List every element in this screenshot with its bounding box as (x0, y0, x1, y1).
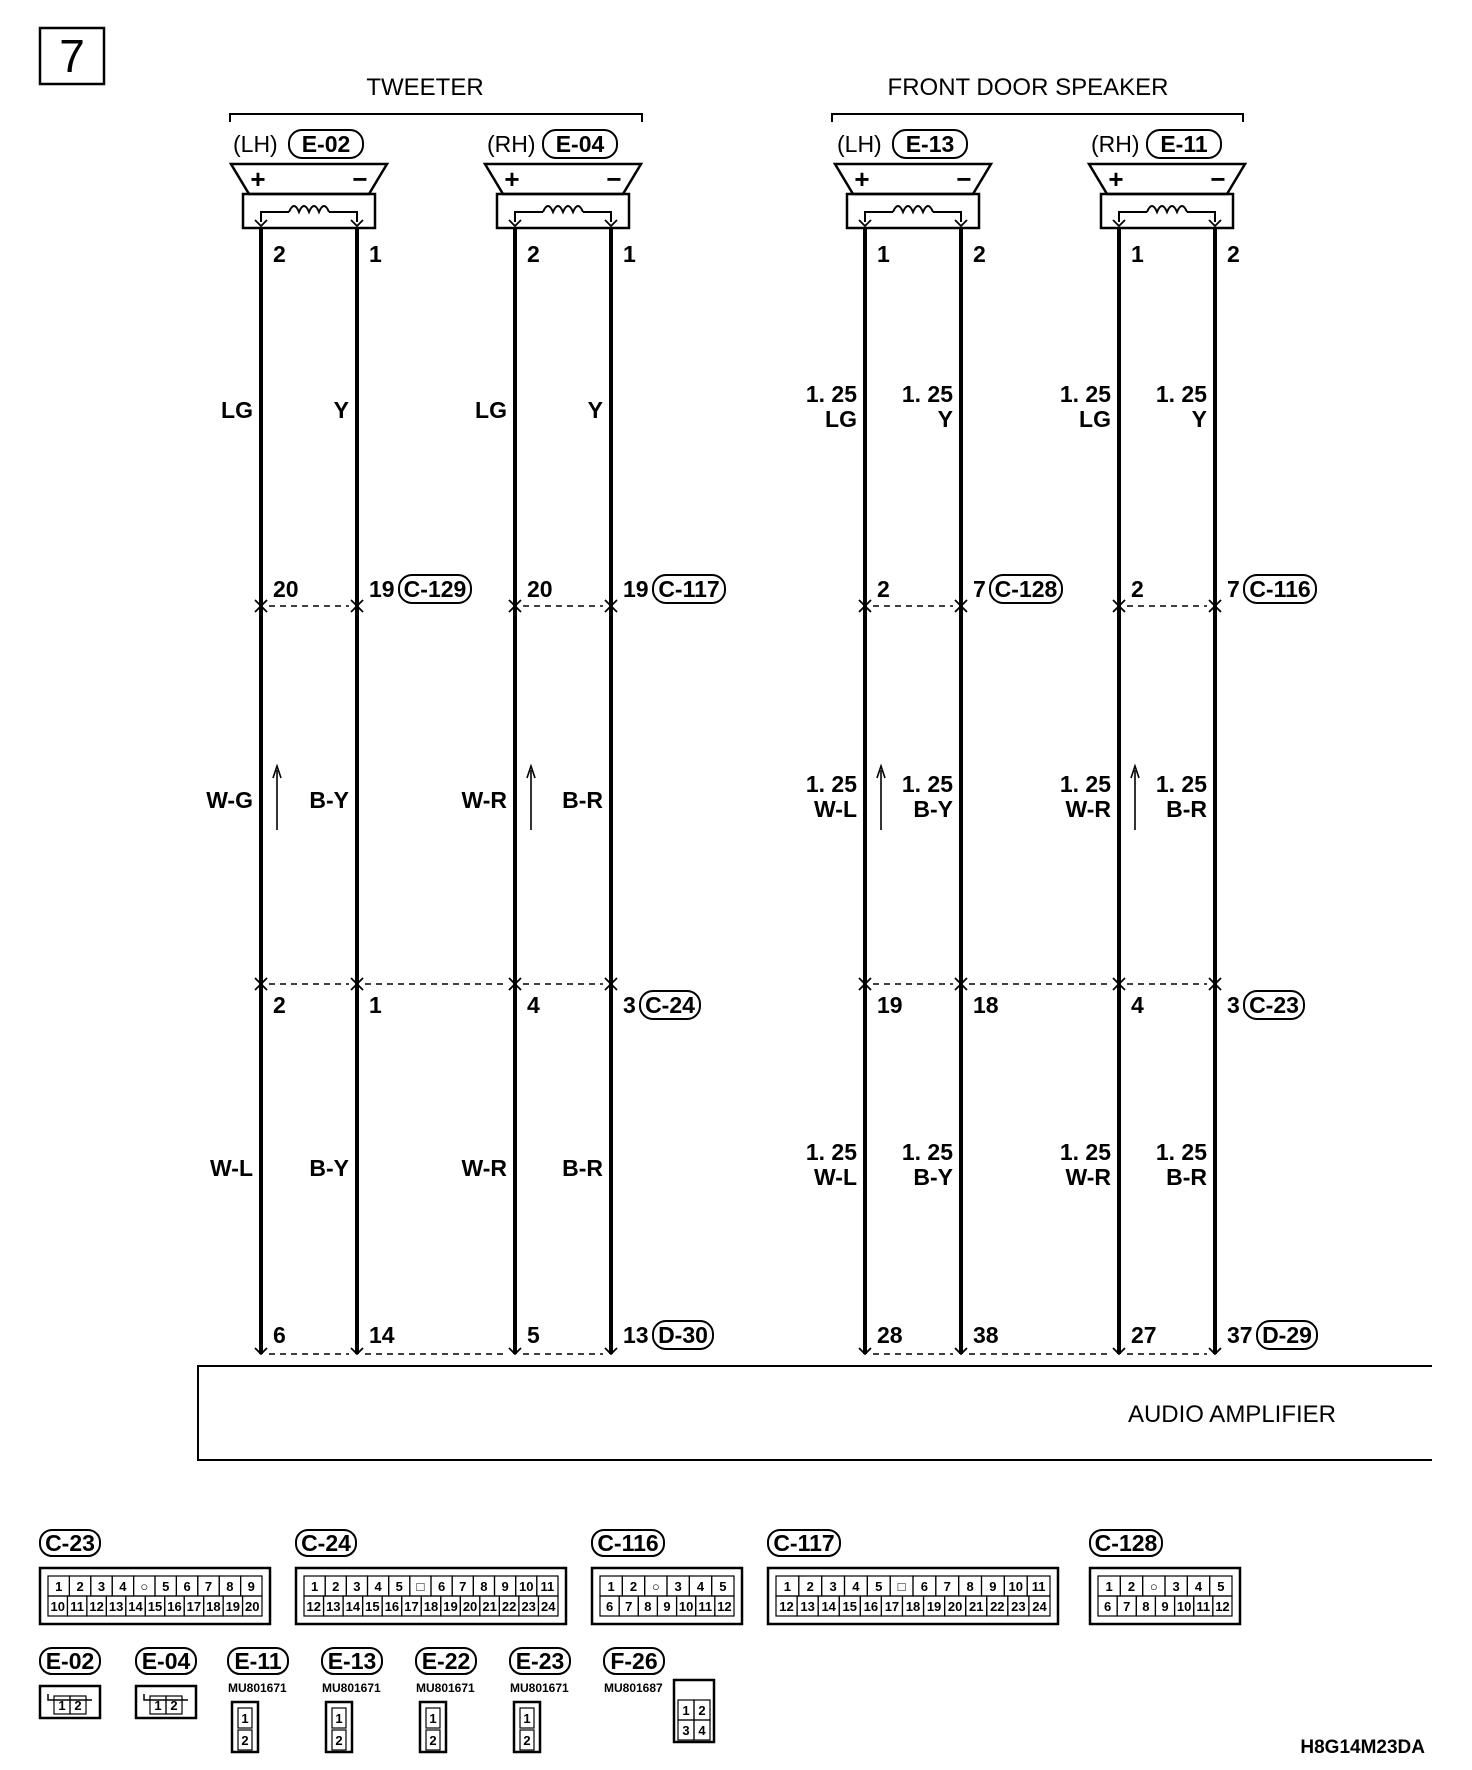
connector-label: C-116 (1249, 576, 1311, 602)
pin-number: 7 (973, 576, 986, 602)
part-number: MU801671 (322, 1681, 381, 1695)
pin-cell-label: 5 (719, 1579, 727, 1594)
pin-cell-label: 3 (97, 1579, 106, 1594)
part-number: MU801671 (228, 1681, 287, 1695)
pin-cell-label: 16 (384, 1599, 400, 1614)
wire-color: B-Y (913, 796, 953, 822)
minus-sign: − (1210, 164, 1226, 194)
pin-number: 3 (1227, 992, 1240, 1018)
pin-cell-label: 16 (863, 1599, 879, 1614)
wire-label (1060, 771, 1112, 822)
wire-label (475, 397, 507, 423)
pin-cell-label: ○ (1149, 1579, 1158, 1594)
pin-cell-label: □ (897, 1579, 906, 1594)
pin-cell-label: 2 (1127, 1579, 1136, 1594)
minus-sign: − (956, 164, 972, 194)
pin-number: 37 (1227, 1322, 1253, 1348)
wire-label (206, 787, 253, 813)
pin-cell-label: 9 (247, 1579, 255, 1594)
wire-size: 1. 25 (1059, 771, 1111, 797)
connector-label: C-128 (1094, 1530, 1158, 1556)
pin-cell-label: 1 (58, 1698, 66, 1713)
pin-cell-label: 2 (332, 1579, 340, 1594)
legend-connector-f-26 (604, 1648, 714, 1742)
wire-color: W-R (1065, 1164, 1111, 1190)
pin-number: 28 (877, 1322, 903, 1348)
coil-lead (329, 212, 357, 222)
wire-size: 1. 25 (805, 1139, 857, 1165)
pin-cell-label: 2 (429, 1733, 437, 1748)
pin-cell-label: 5 (875, 1579, 883, 1594)
wire-label (1060, 381, 1111, 432)
wire-label (588, 397, 603, 423)
connector-label: E-23 (515, 1648, 565, 1674)
legend-connector-c-117 (768, 1530, 1058, 1624)
wire-color: B-R (562, 1155, 603, 1181)
part-number: MU801671 (510, 1681, 569, 1695)
wire-label (221, 397, 253, 423)
pin-cell-label: 20 (462, 1599, 478, 1614)
speaker-side: (RH) (487, 131, 536, 157)
pin-cell-label: 6 (437, 1579, 446, 1594)
pin-cell-label: 20 (245, 1599, 260, 1614)
pin-number: 2 (527, 241, 540, 267)
pin-cell-label: 3 (829, 1579, 837, 1594)
pin-number: 19 (623, 576, 649, 602)
pin-cell-label: □ (416, 1579, 425, 1594)
wire-label (334, 397, 349, 423)
pin-cell-label: 13 (326, 1599, 341, 1614)
pin-cell-label: 2 (629, 1579, 638, 1594)
pin-number: 2 (877, 576, 890, 602)
coil-icon (1147, 206, 1187, 212)
pin-cell-label: 4 (698, 1723, 706, 1738)
group-brace (230, 114, 642, 122)
pin-cell-label: 1 (55, 1579, 63, 1594)
connector-label: C-23 (1249, 992, 1299, 1018)
pin-cell-label: 10 (1176, 1599, 1192, 1614)
pin-cell-label: 6 (920, 1579, 929, 1594)
pin-cell-label: 24 (540, 1599, 556, 1614)
pin-cell-label: 21 (968, 1599, 984, 1614)
minus-sign: − (606, 164, 622, 194)
pin-cell-label: 5 (162, 1579, 170, 1594)
pin-cell-label: 17 (884, 1599, 900, 1614)
plus-sign: + (854, 164, 870, 194)
speaker-side: (LH) (837, 131, 882, 157)
wire-label (562, 787, 603, 813)
pin-cell-label: 12 (89, 1599, 104, 1614)
wire-label (806, 381, 857, 432)
pin-number: 7 (1227, 576, 1240, 602)
connector-label: D-30 (658, 1322, 708, 1348)
pin-number: 2 (1227, 241, 1240, 267)
pin-cell-label: 17 (404, 1599, 419, 1614)
coil-icon (893, 206, 933, 212)
pin-number: 38 (973, 1322, 999, 1348)
coil-lead (1119, 212, 1147, 222)
pin-cell-label: 14 (128, 1599, 143, 1614)
junction (1131, 1321, 1317, 1349)
wire-label (1156, 381, 1207, 432)
pin-number: 6 (273, 1322, 286, 1348)
coil-lead (583, 212, 611, 222)
speaker-e-13 (835, 130, 991, 267)
wire-label (1060, 1139, 1112, 1190)
wire-size: 1. 25 (1155, 1139, 1207, 1165)
pin-cell-label: 7 (625, 1599, 633, 1614)
connector-label: C-117 (773, 1530, 835, 1556)
page-number: 7 (59, 30, 85, 82)
wire-color: LG (825, 406, 857, 432)
wire-size: 1. 25 (805, 771, 857, 797)
group-title: FRONT DOOR SPEAKER (887, 74, 1169, 101)
pin-cell-label: 20 (947, 1599, 963, 1614)
pin-cell-label: 3 (674, 1579, 682, 1594)
pin-cell-label: 10 (50, 1599, 65, 1614)
pin-number: 1 (369, 241, 382, 267)
legend-connector-e-11 (228, 1648, 288, 1752)
wire-color: W-L (210, 1155, 253, 1181)
pin-number: 5 (527, 1322, 540, 1348)
pin-cell-label: 2 (170, 1698, 178, 1713)
pin-cell-label: 9 (501, 1579, 509, 1594)
pin-cell-label: 1 (154, 1698, 162, 1713)
wire-color: B-Y (913, 1164, 953, 1190)
diagram-code: H8G14M23DA (1300, 1737, 1425, 1758)
pin-cell-label: 7 (1123, 1599, 1131, 1614)
junction (273, 1322, 395, 1348)
wire-label (210, 1155, 253, 1181)
wire-color: W-R (461, 1155, 507, 1181)
plus-sign: + (504, 164, 520, 194)
pin-cell-label: 15 (842, 1599, 858, 1614)
speaker-e-04 (485, 130, 641, 267)
group-title: TWEETER (366, 74, 484, 101)
pin-cell-label: ○ (140, 1579, 149, 1594)
connector-label: E-02 (45, 1648, 95, 1674)
pin-cell-label: 5 (395, 1579, 403, 1594)
junction (877, 575, 1062, 603)
pin-cell-label: 21 (482, 1599, 497, 1614)
pin-cell-label: 3 (682, 1723, 690, 1738)
pin-number: 3 (623, 992, 636, 1018)
connector-label: F-26 (610, 1648, 658, 1674)
pin-cell-label: 11 (698, 1599, 713, 1614)
wire-color: LG (475, 397, 507, 423)
pin-number: 2 (1131, 576, 1144, 602)
pin-cell-label: 2 (76, 1579, 84, 1594)
pin-cell-label: 8 (480, 1579, 488, 1594)
pin-cell-label: 2 (241, 1733, 249, 1748)
junction (877, 1322, 999, 1348)
wire-label (806, 1139, 857, 1190)
legend-connector-c-116 (592, 1530, 742, 1624)
connector-label: E-13 (905, 131, 955, 157)
wire-color: Y (1191, 406, 1207, 432)
wire-color: Y (333, 397, 349, 423)
pin-number: 19 (877, 992, 903, 1018)
pin-number: 2 (273, 241, 286, 267)
pin-cell-label: 8 (966, 1579, 974, 1594)
pin-cell-label: 12 (306, 1599, 322, 1614)
pin-cell-label: 4 (374, 1579, 382, 1594)
connector-label: E-13 (327, 1648, 377, 1674)
wire-color: W-R (1065, 796, 1111, 822)
pin-cell-label: 13 (800, 1599, 815, 1614)
plus-sign: + (250, 164, 266, 194)
part-number: MU801687 (604, 1681, 663, 1695)
connector-label: C-128 (994, 576, 1058, 602)
pin-cell-label: 3 (353, 1579, 361, 1594)
pin-number: 2 (273, 992, 286, 1018)
pin-cell-label: 11 (1031, 1579, 1046, 1594)
wire-size: 1. 25 (901, 1139, 953, 1165)
junction (527, 991, 700, 1019)
pin-cell-label: 10 (1008, 1579, 1023, 1594)
wire-label (902, 1139, 953, 1190)
connector-label: E-11 (234, 1648, 282, 1674)
legend-connector-e-23 (510, 1648, 570, 1752)
connector-label: C-24 (645, 992, 695, 1018)
wire-label (562, 1155, 603, 1181)
pin-cell-label: 19 (926, 1599, 942, 1614)
wire-color: B-R (1166, 796, 1207, 822)
pin-cell-label: 8 (644, 1599, 652, 1614)
pin-cell-label: 22 (501, 1599, 517, 1614)
wire-color: B-R (1166, 1164, 1207, 1190)
pin-cell-label: 14 (821, 1599, 836, 1614)
junction (877, 992, 999, 1018)
group-tweeter (230, 74, 642, 122)
pin-number: 1 (1131, 241, 1144, 267)
wire-color: LG (221, 397, 253, 423)
pin-cell-label: 11 (70, 1599, 85, 1614)
wire-label (461, 787, 507, 813)
pin-cell-label: 1 (429, 1711, 437, 1726)
legend-connector-e-22 (416, 1648, 476, 1752)
pin-cell-label: 13 (108, 1599, 124, 1614)
wire-label (902, 381, 953, 432)
pin-cell-label: 16 (167, 1599, 182, 1614)
pin-cell-label: 9 (1161, 1599, 1169, 1614)
pin-number: 20 (273, 576, 299, 602)
wire-size: 1. 25 (1155, 381, 1207, 407)
speaker-e-11 (1089, 130, 1245, 267)
wire-size: 1. 25 (1155, 771, 1207, 797)
group-front-door-speaker (832, 74, 1243, 122)
pin-number: 1 (369, 992, 382, 1018)
pin-cell-label: 24 (1032, 1599, 1047, 1614)
pin-cell-label: 12 (779, 1599, 794, 1614)
pin-cell-label: 2 (523, 1733, 531, 1748)
pin-cell-label: 7 (943, 1579, 951, 1594)
pin-number: 27 (1131, 1322, 1157, 1348)
pin-cell-label: 19 (443, 1599, 458, 1614)
pin-cell-label: 23 (1011, 1599, 1026, 1614)
connector-label: E-04 (555, 131, 605, 157)
wire-size: 1. 25 (901, 771, 953, 797)
junction (527, 575, 725, 603)
pin-cell-label: 7 (204, 1579, 213, 1594)
pin-cell-label: 23 (521, 1599, 536, 1614)
pin-cell-label: 3 (1172, 1579, 1180, 1594)
pin-cell-label: 18 (905, 1599, 921, 1614)
pin-cell-label: 1 (607, 1579, 615, 1594)
connector-label: E-02 (301, 131, 351, 157)
legend-connector-e-04 (136, 1648, 196, 1718)
pin-cell-label: 2 (335, 1733, 343, 1748)
speaker-side: (LH) (233, 131, 278, 157)
wire-label (902, 771, 953, 822)
legend-connector-e-13 (322, 1648, 382, 1752)
coil-lead (933, 212, 961, 222)
pin-cell-label: 6 (183, 1579, 191, 1594)
pin-number: 4 (1131, 992, 1144, 1018)
coil-icon (543, 206, 583, 212)
pin-cell-label: 17 (186, 1599, 202, 1614)
amplifier-label: AUDIO AMPLIFIER (1127, 1401, 1336, 1428)
pin-cell-label: 1 (310, 1579, 319, 1594)
pin-cell-label: 4 (119, 1579, 127, 1594)
junction (1131, 575, 1316, 603)
wire-color: B-Y (309, 1155, 349, 1181)
wire-size: 1. 25 (901, 381, 953, 407)
pin-cell-label: 12 (1215, 1599, 1230, 1614)
coil-lead (1187, 212, 1215, 222)
wire-color: Y (937, 406, 953, 432)
pin-cell-label: 4 (852, 1579, 860, 1594)
connector-label: C-129 (403, 576, 467, 602)
pin-cell-label: 15 (147, 1599, 163, 1614)
wire-color: B-R (562, 787, 603, 813)
connector-label: C-116 (597, 1530, 659, 1556)
connector-label: D-29 (1262, 1322, 1312, 1348)
connector-label: C-117 (658, 576, 720, 602)
pin-cell-label: 22 (990, 1599, 1005, 1614)
coil-lead (865, 212, 893, 222)
group-brace (832, 114, 1243, 122)
pin-cell-label: 9 (663, 1599, 671, 1614)
part-number: MU801671 (416, 1681, 475, 1695)
pin-number: 13 (623, 1322, 649, 1348)
speaker-e-02 (231, 130, 387, 267)
pin-cell-label: 15 (365, 1599, 380, 1614)
pin-cell-label: 18 (206, 1599, 221, 1614)
coil-lead (261, 212, 289, 222)
pin-cell-label: 1 (335, 1711, 343, 1726)
wire-color: W-L (814, 1164, 857, 1190)
pin-cell-label: 2 (74, 1698, 82, 1713)
pin-number: 20 (527, 576, 553, 602)
speaker-side: (RH) (1091, 131, 1140, 157)
wire-color: Y (587, 397, 603, 423)
pin-cell-label: 1 (783, 1579, 792, 1594)
wire-label (1156, 1139, 1208, 1190)
plus-sign: + (1108, 164, 1124, 194)
junction (527, 1321, 713, 1349)
pin-cell-label: 2 (806, 1579, 814, 1594)
wire-color: B-Y (309, 787, 349, 813)
pin-cell-label: 11 (1196, 1599, 1211, 1614)
junction (1131, 991, 1304, 1019)
legend-connector-c-24 (296, 1530, 566, 1624)
legend-connector-c-128 (1090, 1530, 1240, 1624)
pin-cell-label: 6 (1103, 1599, 1112, 1614)
pin-number: 2 (973, 241, 986, 267)
connector-label: E-04 (141, 1648, 191, 1674)
pin-number: 19 (369, 576, 395, 602)
pin-cell-label: 19 (225, 1599, 241, 1614)
pin-cell-label: 10 (519, 1579, 534, 1594)
wire-color: W-L (814, 796, 857, 822)
pin-number: 14 (369, 1322, 395, 1348)
legend-connector-c-23 (40, 1530, 270, 1624)
wire-label (806, 771, 857, 822)
pin-number: 4 (527, 992, 540, 1018)
pin-cell-label: 18 (423, 1599, 439, 1614)
pin-cell-label: 1 (523, 1711, 531, 1726)
connector-label: C-23 (45, 1530, 95, 1556)
wire-label (461, 1155, 507, 1181)
junction (273, 575, 471, 603)
pin-cell-label: 6 (605, 1599, 614, 1614)
pin-cell-label: 8 (226, 1579, 234, 1594)
pin-number: 18 (973, 992, 999, 1018)
pin-cell-label: 4 (696, 1579, 705, 1594)
wire-label (309, 1155, 349, 1181)
wire-size: 1. 25 (1059, 1139, 1111, 1165)
pin-cell-label: 9 (989, 1579, 997, 1594)
pin-cell-label: 2 (698, 1703, 706, 1718)
legend-connector-e-02 (40, 1648, 100, 1718)
junction (273, 992, 382, 1018)
wire-size: 1. 25 (1059, 381, 1111, 407)
audio-amplifier (198, 1366, 1432, 1460)
minus-sign: − (352, 164, 368, 194)
wire-label (309, 787, 349, 813)
pin-cell-label: 1 (241, 1711, 249, 1726)
pin-number: 1 (623, 241, 636, 267)
pin-cell-label: 8 (1142, 1599, 1150, 1614)
coil-icon (289, 206, 329, 212)
connector-label: E-11 (1160, 131, 1208, 157)
wire-size: 1. 25 (805, 381, 857, 407)
pin-cell-label: 14 (345, 1599, 361, 1614)
pin-cell-label: 11 (540, 1579, 555, 1594)
connector-label: C-24 (301, 1530, 351, 1556)
pin-cell-label: 12 (717, 1599, 732, 1614)
wire-color: W-G (206, 787, 253, 813)
connector-label: E-22 (421, 1648, 471, 1674)
pin-cell-label: 7 (459, 1579, 467, 1594)
pin-cell-label: 1 (682, 1703, 690, 1718)
wire-color: W-R (461, 787, 507, 813)
wire-label (1156, 771, 1208, 822)
pin-cell-label: 4 (1194, 1579, 1203, 1594)
pin-cell-label: 1 (1105, 1579, 1113, 1594)
pin-cell-label: 10 (678, 1599, 694, 1614)
wire-color: LG (1079, 406, 1111, 432)
pin-number: 1 (877, 241, 890, 267)
coil-lead (515, 212, 543, 222)
pin-cell-label: 5 (1217, 1579, 1225, 1594)
pin-cell-label: ○ (651, 1579, 660, 1594)
